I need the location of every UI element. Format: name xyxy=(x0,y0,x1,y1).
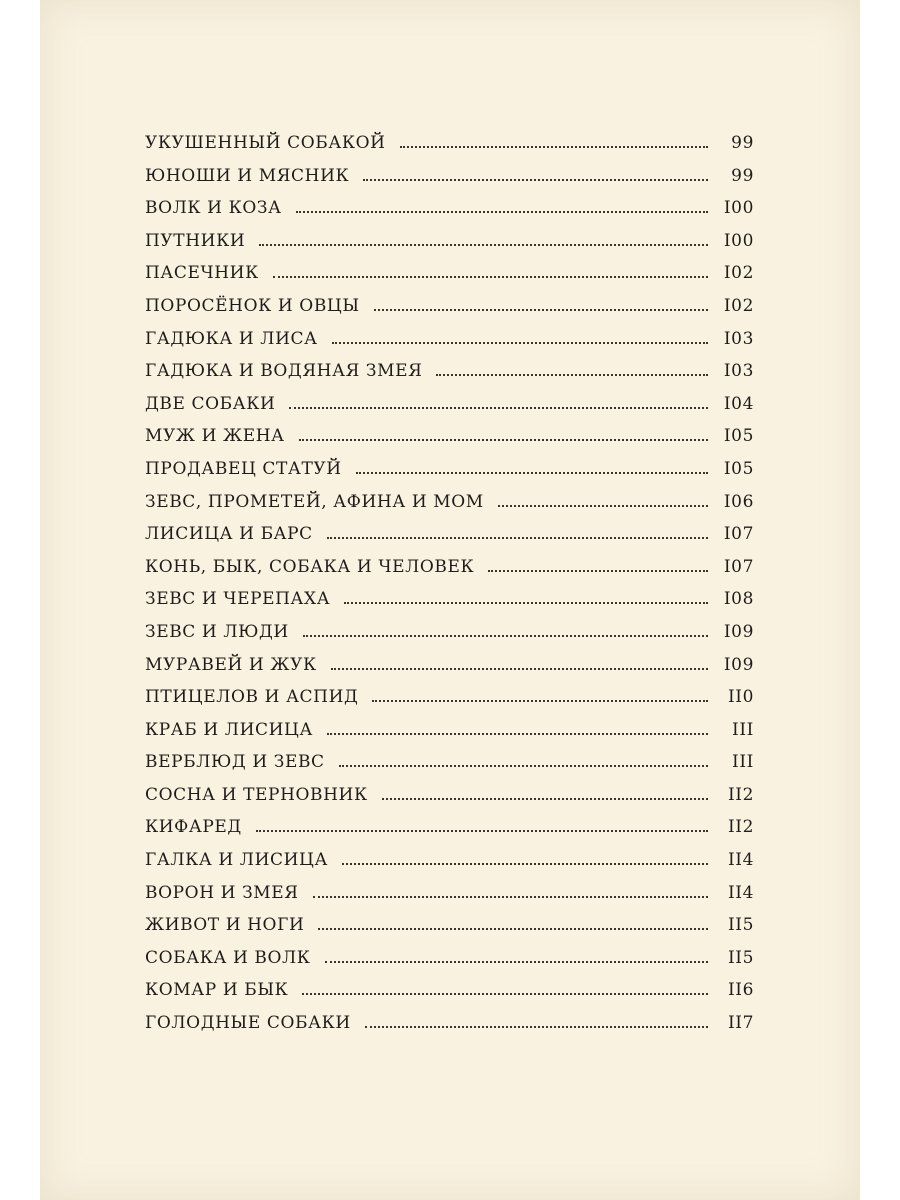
toc-entry xyxy=(145,651,754,684)
toc-entry xyxy=(145,194,754,227)
toc-entry xyxy=(145,846,754,879)
toc-entry-title: ДВЕ СОБАКИ xyxy=(145,393,276,414)
toc-entry xyxy=(145,162,754,195)
dot-leader xyxy=(365,1009,708,1028)
toc-entry-title: ГАДЮКА И ЛИСА xyxy=(145,328,318,349)
toc-entry xyxy=(145,357,754,390)
dot-leader xyxy=(363,162,708,181)
toc-entry-title: ГОЛОДНЫЕ СОБАКИ xyxy=(145,1013,351,1034)
toc-entry-page: II7 xyxy=(727,1013,754,1034)
dot-leader xyxy=(400,129,708,148)
toc-entry-title: КИФАРЕД xyxy=(145,817,242,838)
toc-entry-title: ПОРОСЁНОК И ОВЦЫ xyxy=(145,295,360,316)
dot-leader xyxy=(382,781,708,800)
dot-leader xyxy=(331,651,708,670)
dot-leader xyxy=(327,520,708,539)
dot-leader xyxy=(488,553,708,572)
dot-leader xyxy=(313,879,708,898)
toc-entry xyxy=(145,944,754,977)
toc-entry xyxy=(145,129,754,162)
toc-entry-page: II4 xyxy=(727,850,754,871)
toc-entry-page: II6 xyxy=(727,980,754,1001)
toc-entry-page: I09 xyxy=(723,621,754,642)
toc-entry-page: III xyxy=(732,719,754,740)
toc-entry xyxy=(145,422,754,455)
toc-entry-title: ГАДЮКА И ВОДЯНАЯ ЗМЕЯ xyxy=(145,361,423,382)
toc-entry-page: II5 xyxy=(727,915,754,936)
toc-entry-title: СОБАКА И ВОЛК xyxy=(145,947,311,968)
toc-entry xyxy=(145,390,754,423)
toc-entry-page: I05 xyxy=(723,426,754,447)
dot-leader xyxy=(436,357,708,376)
toc-entry-page: III xyxy=(732,752,754,773)
dot-leader xyxy=(325,944,708,963)
toc-entry-title: ЗЕВС И ЛЮДИ xyxy=(145,621,289,642)
toc-entry-page: 99 xyxy=(731,133,754,153)
toc-entry-page: II0 xyxy=(727,687,754,708)
toc-entry-title: ЖИВОТ И НОГИ xyxy=(145,915,305,936)
toc-entry xyxy=(145,618,754,651)
dot-leader xyxy=(498,488,708,507)
table-of-contents xyxy=(145,129,754,1042)
toc-entry-page: I00 xyxy=(723,230,754,251)
toc-entry-title: ЛИСИЦА И БАРС xyxy=(145,524,313,545)
toc-entry-title: МУРАВЕЙ И ЖУК xyxy=(145,654,317,675)
toc-entry xyxy=(145,553,754,586)
toc-entry xyxy=(145,455,754,488)
toc-entry-title: КРАБ И ЛИСИЦА xyxy=(145,719,313,740)
toc-entry xyxy=(145,781,754,814)
toc-entry-title: СОСНА И ТЕРНОВНИК xyxy=(145,784,368,805)
toc-entry xyxy=(145,813,754,846)
toc-entry-page: II4 xyxy=(727,882,754,903)
toc-entry-title: ПТИЦЕЛОВ И АСПИД xyxy=(145,687,359,708)
dot-leader xyxy=(299,422,708,441)
dot-leader xyxy=(356,455,708,474)
toc-entry-title: ГАЛКА И ЛИСИЦА xyxy=(145,850,328,871)
dot-leader xyxy=(374,292,708,311)
toc-entry-page: II5 xyxy=(727,947,754,968)
toc-entry-title: ВОЛК И КОЗА xyxy=(145,198,282,219)
dot-leader xyxy=(318,911,708,930)
book-page xyxy=(40,0,860,1200)
dot-leader xyxy=(303,618,708,637)
dot-leader xyxy=(289,390,708,409)
toc-entry-page: I05 xyxy=(723,458,754,479)
dot-leader xyxy=(273,259,708,278)
toc-entry-page: I04 xyxy=(723,393,754,414)
dot-leader xyxy=(327,716,708,735)
toc-entry xyxy=(145,292,754,325)
toc-entry-title: ВОРОН И ЗМЕЯ xyxy=(145,882,299,903)
toc-entry-page: I02 xyxy=(723,263,754,284)
toc-entry-page: I06 xyxy=(723,491,754,512)
toc-entry xyxy=(145,716,754,749)
dot-leader xyxy=(296,194,708,213)
toc-entry xyxy=(145,227,754,260)
toc-entry-page: 99 xyxy=(731,165,754,186)
toc-entry-title: ПАСЕЧНИК xyxy=(145,263,259,284)
dot-leader xyxy=(342,846,708,865)
toc-entry-title: МУЖ И ЖЕНА xyxy=(145,426,285,447)
dot-leader xyxy=(339,748,708,767)
dot-leader xyxy=(256,813,708,832)
toc-entry xyxy=(145,911,754,944)
toc-entry xyxy=(145,520,754,553)
dot-leader xyxy=(372,683,708,702)
dot-leader xyxy=(332,325,708,344)
toc-entry-page: II2 xyxy=(727,817,754,838)
toc-entry-page: I03 xyxy=(723,328,754,349)
toc-entry-title: УКУШЕННЫЙ СОБАКОЙ xyxy=(145,133,386,153)
toc-entry xyxy=(145,748,754,781)
toc-entry-page: I07 xyxy=(723,524,754,545)
toc-entry-title: КОНЬ, БЫК, СОБАКА И ЧЕЛОВЕК xyxy=(145,556,475,577)
toc-entry-page: I08 xyxy=(723,589,754,610)
toc-entry xyxy=(145,488,754,521)
toc-entry-title: ЮНОШИ И МЯСНИК xyxy=(145,165,350,186)
toc-entry-page: I02 xyxy=(723,295,754,316)
toc-entry xyxy=(145,585,754,618)
toc-entry xyxy=(145,259,754,292)
toc-entry-page: II2 xyxy=(727,784,754,805)
dot-leader xyxy=(302,976,708,995)
toc-entry-title: ЗЕВС, ПРОМЕТЕЙ, АФИНА И МОМ xyxy=(145,491,484,512)
toc-entry xyxy=(145,1009,754,1042)
toc-entry-title: КОМАР И БЫК xyxy=(145,980,289,1001)
toc-entry xyxy=(145,325,754,358)
toc-entry xyxy=(145,879,754,912)
toc-entry-title: ПУТНИКИ xyxy=(145,230,246,251)
dot-leader xyxy=(344,585,708,604)
toc-entry-title: ЗЕВС И ЧЕРЕПАХА xyxy=(145,589,331,610)
toc-entry-page: I09 xyxy=(723,654,754,675)
toc-entry-title: ВЕРБЛЮД И ЗЕВС xyxy=(145,752,325,773)
toc-entry-page: I00 xyxy=(723,198,754,219)
toc-entry-title: ПРОДАВЕЦ СТАТУЙ xyxy=(145,458,342,479)
toc-entry-page: I07 xyxy=(723,556,754,577)
toc-entry xyxy=(145,683,754,716)
toc-entry xyxy=(145,976,754,1009)
toc-entry-page: I03 xyxy=(723,361,754,382)
dot-leader xyxy=(259,227,708,246)
